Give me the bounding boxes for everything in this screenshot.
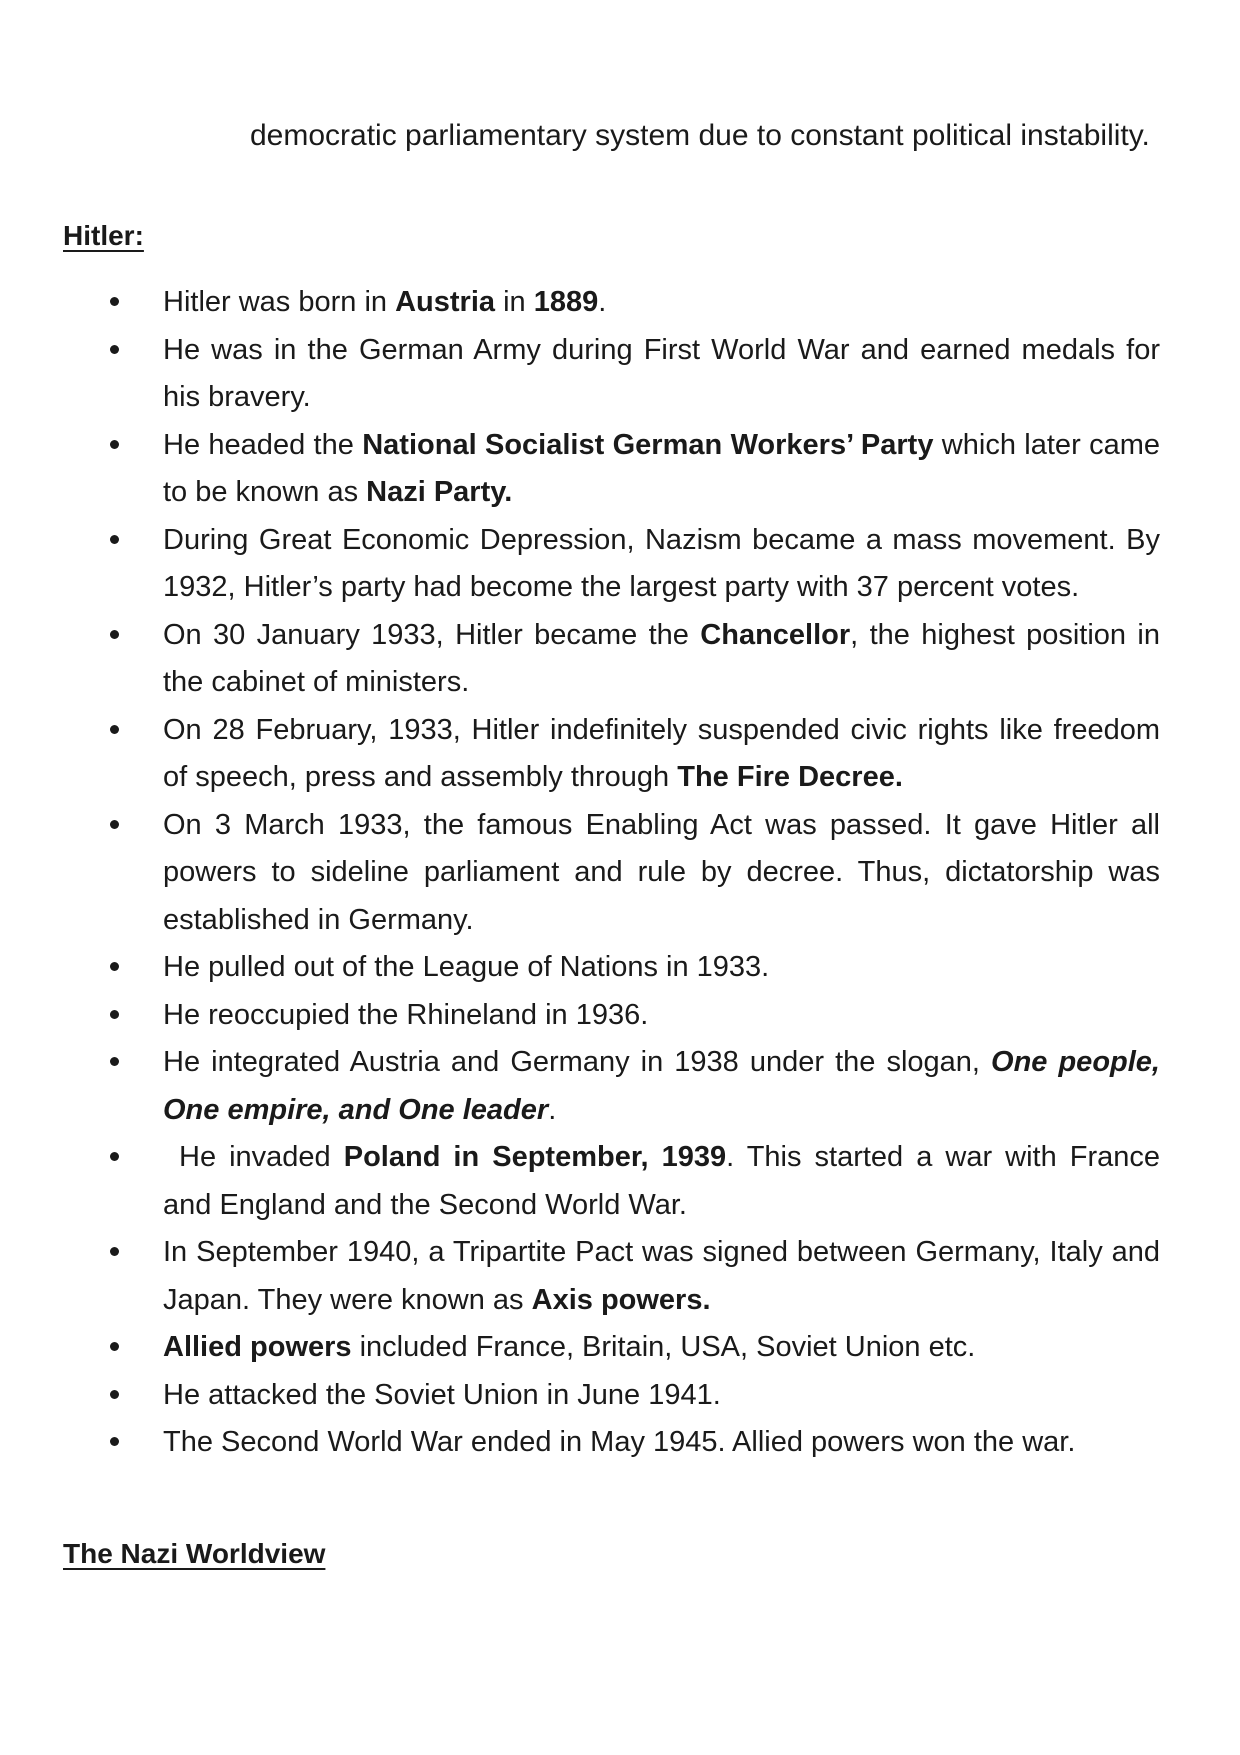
bullet-item	[0, 1134, 1160, 1229]
bullet-dot-icon	[110, 820, 119, 829]
bullet-item	[0, 707, 1160, 802]
bullet-item	[0, 279, 1160, 327]
bullet-text-segment: On 3 March 1933, the famous Enabling Act was passed. It gave Hitler all powers to sideline parliament and rule by decree. Thus, dictatorship was established in Germany.	[163, 808, 1160, 936]
bullet-text-emphasis: Poland in September, 1939	[343, 1141, 727, 1173]
bullet-text	[163, 1419, 1160, 1467]
bullet-dot-icon	[110, 725, 119, 734]
bullet-dot-icon	[110, 1152, 119, 1161]
bullet-dot-icon	[110, 1010, 119, 1019]
bullet-text	[163, 1372, 1160, 1420]
bullet-dot-icon	[110, 962, 119, 971]
bullet-dot-icon	[110, 1437, 119, 1446]
bullet-text-segment: On 30 January 1933, Hitler became the	[163, 618, 701, 651]
bullet-dot-icon	[110, 297, 119, 306]
bullet-text-segment: He integrated Austria and Germany in 1938 under the slogan,	[163, 1046, 992, 1078]
bullet-item	[0, 1372, 1160, 1420]
bullet-dot-icon	[110, 1057, 119, 1066]
bullet-text-segment: Hitler was born in	[163, 286, 396, 318]
bullet-text	[163, 422, 1160, 517]
bullet-item	[0, 992, 1160, 1040]
section-heading-nazi-worldview: The Nazi Worldview	[63, 1538, 326, 1569]
bullet-dot-icon	[110, 630, 119, 639]
bullet-item	[0, 944, 1160, 992]
bullet-text-segment: which later came to be known as	[163, 428, 1160, 508]
bullet-item	[0, 1229, 1160, 1324]
bullet-text-segment: .	[598, 286, 607, 318]
bullet-text-segment: In September 1940, a Tripartite Pact was signed between Germany, Italy and Japan. They were known as	[163, 1236, 1160, 1316]
bullet-text-segment: included France, Britain, USA, Soviet Union etc.	[351, 1331, 976, 1363]
bullet-item	[0, 327, 1160, 422]
bullet-text-segment: He pulled out of the League of Nations in 1933.	[163, 951, 770, 983]
bullet-text-emphasis: One people, One empire, and One leader	[163, 1046, 1160, 1126]
bullet-dot-icon	[110, 535, 119, 544]
bullet-dot-icon	[110, 1342, 119, 1351]
bullet-text-segment: He headed the	[163, 428, 363, 461]
bullet-text-emphasis: Austria	[395, 286, 496, 318]
bullet-text-segment: He invaded	[179, 1141, 344, 1173]
bullet-item	[0, 1324, 1160, 1372]
bullet-item	[0, 612, 1160, 707]
bullet-text	[163, 327, 1160, 422]
bullet-text	[163, 517, 1160, 612]
bullet-text-emphasis: Chancellor	[700, 618, 851, 651]
bullet-item	[0, 1419, 1160, 1467]
bullet-dot-icon	[110, 440, 119, 449]
bullet-text-segment: He attacked the Soviet Union in June 1941.	[163, 1378, 721, 1411]
bullet-text-segment: , the highest position in the cabinet of ministers.	[163, 618, 1160, 698]
bullet-item	[0, 422, 1160, 517]
bullet-text-segment: . This started a war with France and England and the Second World War.	[163, 1141, 1160, 1221]
bullet-text-emphasis: National Socialist German Workers’ Party	[362, 428, 934, 461]
bullet-text	[163, 1324, 1160, 1372]
bullet-text-emphasis: Allied powers	[163, 1331, 352, 1363]
bullet-text-segment: During Great Economic Depression, Nazism became a mass movement. By 1932, Hitler’s party had become the largest party with 37 percent votes.	[163, 523, 1160, 603]
hitler-bullet-list	[0, 279, 1240, 1467]
intro-paragraph: democratic parliamentary system due to constant political instability.	[250, 119, 1150, 152]
section-heading-hitler: Hitler:	[63, 220, 144, 251]
bullet-text-segment: He was in the German Army during First World War and earned medals for his bravery.	[163, 333, 1160, 413]
bullet-text-emphasis: Nazi Party.	[366, 476, 513, 508]
bullet-item	[0, 1039, 1160, 1134]
bullet-text-emphasis: 1889	[533, 286, 599, 318]
bullet-dot-icon	[110, 345, 119, 354]
bullet-text-emphasis: The Fire Decree.	[677, 761, 903, 793]
bullet-item	[0, 802, 1160, 945]
bullet-dot-icon	[110, 1390, 119, 1399]
bullet-dot-icon	[110, 1247, 119, 1256]
bullet-text-segment: in	[495, 286, 534, 318]
bullet-text	[163, 279, 1160, 327]
bullet-text	[163, 707, 1160, 802]
bullet-text	[163, 992, 1160, 1040]
bullet-text	[163, 802, 1160, 945]
bullet-text	[163, 612, 1160, 707]
bullet-text	[163, 944, 1160, 992]
bullet-text-segment: On 28 February, 1933, Hitler indefinitely suspended civic rights like freedom of speech, press and assembly through	[163, 713, 1160, 793]
bullet-text-emphasis: Axis powers.	[531, 1283, 711, 1316]
bullet-text-segment: He reoccupied the Rhineland in 1936.	[163, 998, 649, 1031]
bullet-text-segment: The Second World War ended in May 1945. Allied powers won the war.	[163, 1426, 1076, 1458]
bullet-text	[163, 1229, 1160, 1324]
bullet-text	[163, 1039, 1160, 1134]
bullet-item	[0, 517, 1160, 612]
bullet-text	[163, 1134, 1160, 1229]
bullet-text-segment: .	[548, 1093, 557, 1126]
